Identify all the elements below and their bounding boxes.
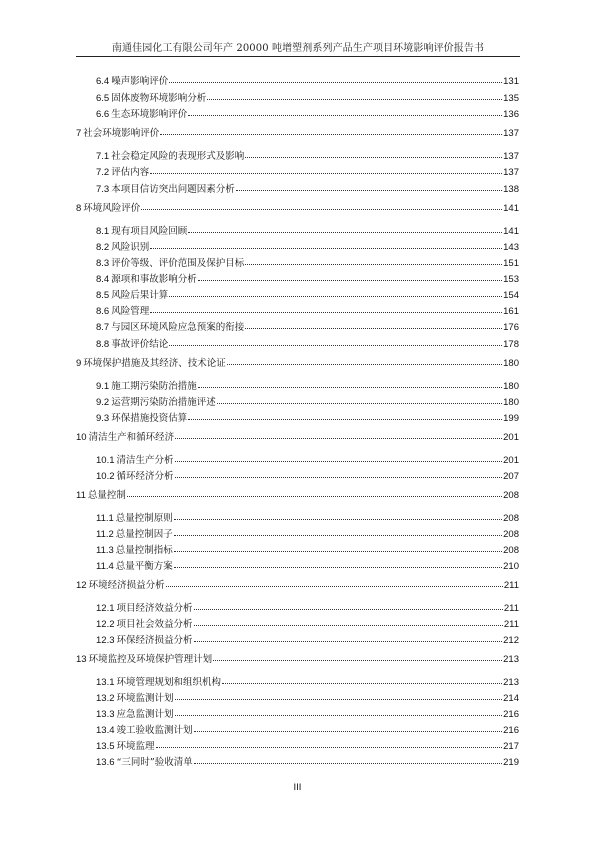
toc-entry-number: 6.4 [96,76,110,87]
toc-entry-title: 评价等级、评价范围及保护目标 [111,258,245,269]
toc-entry[interactable] [96,164,519,178]
toc-leader-dots [194,753,502,764]
toc-entry-title: 环境监测计划 [116,693,174,704]
toc-entry-title: 风险识别 [111,242,150,253]
toc-entry[interactable] [96,674,519,688]
toc-entry[interactable] [96,223,519,237]
toc-leader-dots [141,199,502,210]
toc-leader-dots [156,737,503,748]
toc-entry[interactable] [96,526,519,540]
toc-entry-page: 210 [503,561,519,572]
toc-entry-number: 12 [76,580,87,591]
toc-entry[interactable] [96,722,519,736]
toc-entry-title: 环境经济损益分析 [88,580,165,591]
toc-leader-dots [160,124,502,135]
toc-entry-page: 137 [503,128,519,139]
toc-leader-dots [188,105,502,116]
running-header: 南通佳园化工有限公司年产 20000 吨增塑剂系列产品生产项目环境影响评价报告书 [111,43,485,54]
toc-leader-dots [213,650,502,661]
toc-leader-dots [175,428,502,439]
toc-entry-title: 环境监控及环境保护管理计划 [88,654,213,665]
toc-entry-page: 178 [503,339,519,350]
toc-leader-dots [169,286,502,297]
toc-entry-title: 环境监理 [116,741,155,752]
toc-entry-page: 208 [503,545,519,556]
toc-entry-title: 总量控制因子 [115,529,173,540]
toc-leader-dots [198,270,502,281]
toc-leader-dots [245,147,502,158]
toc-leader-dots [194,615,503,626]
toc-entry-number: 9.3 [96,413,110,424]
toc-entry-page: 141 [503,226,519,237]
toc-entry[interactable] [96,106,519,120]
toc-entry-number: 13.6 [96,757,115,768]
toc-leader-dots [245,254,502,265]
toc-leader-dots [175,689,503,700]
toc-entry-number: 7 [76,128,82,139]
toc-entry-page: 217 [503,741,519,752]
toc-entry-title: 项目社会效益分析 [116,619,193,630]
toc-entry[interactable] [76,577,519,591]
toc-entry-title: 环境管理规划和组织机构 [116,677,222,688]
toc-leader-dots [150,302,502,313]
toc-entry-title: 竣工验收监测计划 [116,725,193,736]
toc-entry-page: 143 [503,242,519,253]
toc-entry-page: 176 [503,322,519,333]
toc-entry[interactable] [96,510,519,524]
toc-entry[interactable] [96,255,519,269]
toc-entry-number: 13.4 [96,725,115,736]
toc-entry-number: 10.2 [96,471,115,482]
toc-leader-dots [217,393,502,404]
toc-entry-number: 13.3 [96,709,115,720]
toc-entry-number: 11.1 [96,513,114,524]
toc-entry-title: 社会稳定风险的表现形式及影响 [111,151,245,162]
toc-entry-number: 8.6 [96,306,110,317]
toc-entry-page: 180 [503,358,519,369]
toc-entry-number: 9 [76,358,82,369]
toc-entry[interactable] [96,148,519,162]
toc-entry-title: 清洁生产和循环经济 [88,432,175,443]
toc-entry-number: 13 [76,654,87,665]
toc-entry-number: 8.8 [96,339,110,350]
toc-entry-page: 208 [503,529,519,540]
toc-entry[interactable] [96,287,519,301]
toc-entry-number: 9.2 [96,397,110,408]
toc-entry-page: 137 [503,167,519,178]
toc-entry[interactable] [96,319,519,333]
toc-entry-number: 8.3 [96,258,110,269]
toc-entry[interactable] [76,429,519,443]
toc-entry-page: 135 [503,93,519,104]
toc-leader-dots [188,222,502,233]
toc-entry[interactable] [96,542,519,556]
toc-leader-dots [169,335,502,346]
toc-entry-number: 13.2 [96,693,115,704]
toc-entry-page: 131 [503,76,519,87]
toc-entry[interactable] [96,616,519,630]
toc-entry-page: 211 [503,580,519,591]
toc-entry-number: 11 [76,490,86,501]
toc-entry-number: 8 [76,203,82,214]
toc-leader-dots [188,409,502,420]
toc-leader-dots [150,163,502,174]
toc-entry[interactable] [96,558,519,572]
toc-entry[interactable] [96,706,519,720]
toc-entry-number: 12.1 [96,603,115,614]
toc-entry-title: 环境保护措施及其经济、技术论证 [83,358,226,369]
toc-entry-page: 137 [503,151,519,162]
toc-entry-title: 循环经济分析 [116,471,174,482]
toc-entry[interactable] [96,394,519,408]
toc-entry-page: 212 [503,635,519,646]
toc-entry-page: 154 [503,290,519,301]
toc-entry-title: 项目经济效益分析 [116,603,193,614]
toc-entry-page: 216 [503,709,519,720]
toc-entry-title: 事故评价结论 [111,339,169,350]
toc-leader-dots [174,525,502,536]
toc-entry-title: 应急监测计划 [116,709,174,720]
toc-entry-title: 与园区环境风险应急预案的衔接 [111,322,245,333]
toc-entry-number: 8.1 [96,226,110,237]
toc-entry-page: 213 [503,677,519,688]
toc-entry-number: 11.2 [96,529,114,540]
toc-entry-page: 153 [503,274,519,285]
toc-entry-title: 生态环境影响评价 [111,109,188,120]
toc-entry-number: 11.3 [96,545,114,556]
toc-entry-page: 208 [503,513,519,524]
toc-entry-number: 6.6 [96,109,110,120]
toc-entry-page: 211 [503,603,519,614]
toc-entry-number: 7.1 [96,151,110,162]
toc-entry-number: 10.1 [96,455,115,466]
toc-entry-page: 161 [503,306,519,317]
toc-leader-dots [150,238,502,249]
toc-entry-page: 213 [503,654,519,665]
toc-entry-title: 噪声影响评价 [111,76,169,87]
toc-leader-dots [166,576,503,587]
toc-entry[interactable] [96,468,519,482]
toc-entry-page: 151 [503,258,519,269]
toc-entry-title: 总量平衡方案 [115,561,173,572]
toc-entry-title: 环保经济损益分析 [116,635,193,646]
toc-leader-dots [174,557,502,568]
toc-entry[interactable] [76,355,519,369]
page-number: III [293,782,302,793]
toc-leader-dots [222,673,502,684]
toc-entry[interactable] [96,600,519,614]
toc-leader-dots [194,721,503,732]
toc-entry-title: 施工期污染防治措施 [111,381,197,392]
toc-entry-page: 199 [503,413,519,424]
toc-entry-title: 运营期污染防治措施评述 [111,397,216,408]
toc-entry[interactable] [96,303,519,317]
toc-entry-number: 8.2 [96,242,110,253]
toc-entry-page: 214 [503,693,519,704]
toc-entry-page: 211 [503,619,519,630]
toc-entry-number: 13.5 [96,741,115,752]
toc-entry[interactable] [96,239,519,253]
toc-entry-page: 219 [503,757,519,768]
toc-leader-dots [175,705,503,716]
toc-entry-page: 136 [503,109,519,120]
toc-entry-number: 11.4 [96,561,114,572]
toc-leader-dots [194,599,503,610]
toc-entry[interactable] [96,181,519,195]
toc-entry-title: 社会环境影响评价 [83,128,160,139]
toc-entry-page: 208 [503,490,519,501]
toc-entry-page: 201 [503,455,519,466]
toc-entry-page: 180 [503,381,519,392]
toc-entry[interactable] [96,754,519,768]
toc-entry-title: 环境风险评价 [83,203,141,214]
toc-entry[interactable] [96,73,519,87]
toc-entry-title: 现有项目风险回顾 [111,226,188,237]
toc-leader-dots [198,377,502,388]
toc-leader-dots [236,180,502,191]
toc-entry-number: 8.5 [96,290,110,301]
toc-entry[interactable] [96,452,519,466]
toc-entry-number: 8.4 [96,274,110,285]
toc-leader-dots [227,354,502,365]
toc-leader-dots [169,72,502,83]
toc-leader-dots [245,318,502,329]
toc-entry[interactable] [96,90,519,104]
toc-entry-title: 固体废物环境影响分析 [111,93,207,104]
toc-entry[interactable] [96,690,519,704]
toc-entry-number: 12.3 [96,635,115,646]
toc-entry-number: 7.3 [96,184,110,195]
toc-entry[interactable] [96,271,519,285]
toc-entry[interactable] [96,632,519,646]
toc-entry-title: 总量控制指标 [115,545,173,556]
toc-entry-page: 180 [503,397,519,408]
toc-entry-page: 138 [503,184,519,195]
toc-entry[interactable] [96,738,519,752]
toc-entry[interactable] [96,336,519,350]
toc-leader-dots [175,467,503,478]
toc-leader-dots [207,89,502,100]
toc-entry[interactable] [76,651,519,665]
toc-entry-number: 7.2 [96,167,110,178]
toc-leader-dots [174,541,502,552]
toc-entry[interactable] [76,487,519,501]
toc-entry-page: 141 [503,203,519,214]
toc-entry-number: 8.7 [96,322,110,333]
toc-leader-dots [174,509,502,520]
toc-entry-title: “三同时”验收清单 [116,757,193,768]
toc-entry-title: 总量控制原则 [115,513,173,524]
toc-entry-title: 风险后果计算 [111,290,169,301]
toc-entry-page: 216 [503,725,519,736]
toc-entry-page: 207 [503,471,519,482]
toc-entry-number: 6.5 [96,93,110,104]
toc-entry-title: 环保措施投资估算 [111,413,188,424]
toc-leader-dots [127,486,502,497]
toc-entry-title: 评估内容 [111,167,150,178]
toc-leader-dots [175,451,503,462]
toc-leader-dots [194,631,503,642]
toc-entry-title: 总量控制 [87,490,126,501]
toc-entry-title: 清洁生产分析 [116,455,174,466]
toc-entry-title: 风险管理 [111,306,150,317]
toc-entry[interactable] [76,125,519,139]
toc-entry-title: 源项和事故影响分析 [111,274,197,285]
toc-entry-number: 12.2 [96,619,115,630]
toc-entry[interactable] [76,200,519,214]
toc-entry-number: 10 [76,432,87,443]
toc-entry-number: 9.1 [96,381,110,392]
toc-entry[interactable] [96,378,519,392]
toc-entry[interactable] [96,410,519,424]
toc-entry-title: 本项目信访突出问题因素分析 [111,184,235,195]
toc-entry-page: 201 [503,432,519,443]
toc-entry-number: 13.1 [96,677,115,688]
